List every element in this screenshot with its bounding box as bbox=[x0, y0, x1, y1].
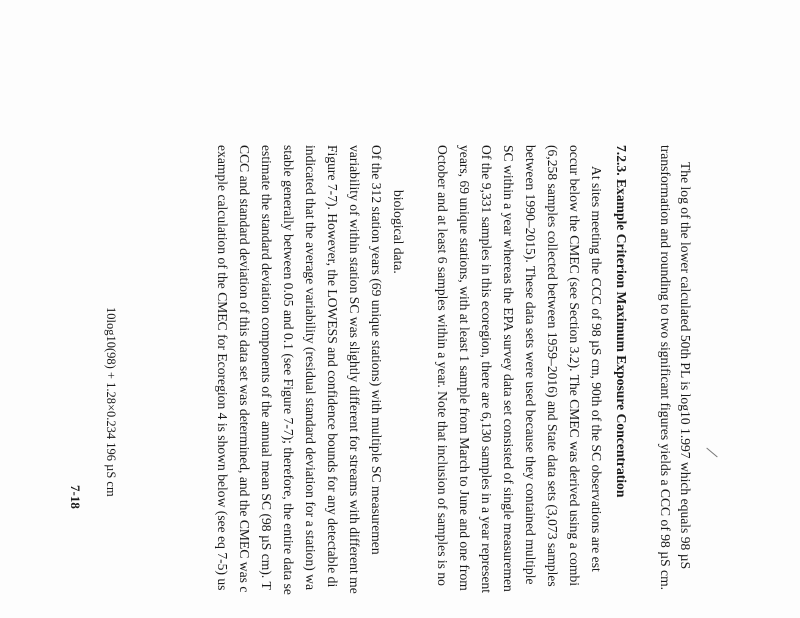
scan-mark bbox=[706, 448, 717, 458]
line-16: stable generally between 0.05 and 0.1 (see Figure 7-7); therefore, the entire data se bbox=[281, 145, 296, 595]
line-5: (6,258 samples collected between 1959–2016) and State data sets (3,073 samples bbox=[545, 145, 560, 587]
line-18: CCC and standard deviation of this data set was determined, and the CMEC was c bbox=[237, 145, 252, 593]
line-13: variability of within station SC was slightly different for streams with different me bbox=[347, 145, 362, 594]
line-3: At sites meeting the CCC of 98 µS cm, 90th of the SC observations are est bbox=[589, 166, 604, 572]
line-9: years, 69 unique stations, with at least 1 sample from March to June and one from bbox=[457, 145, 472, 591]
line-12: Of the 312 station years (69 unique stations) with multiple SC measuremen bbox=[369, 145, 384, 555]
line-14: Figure 7-7). However, the LOWESS and confidence bounds for any detectable di bbox=[325, 145, 340, 588]
line-19: example calculation of the CMEC for Ecoregion 4 is shown below (see eq 7-5) us bbox=[215, 145, 230, 591]
line-7: SC within a year whereas the EPA survey data set consisted of single measuremen bbox=[501, 145, 516, 592]
equation: 10log10(98) + 1.28×0.234 196 µS cm bbox=[104, 307, 118, 497]
line-4: occur below the CMEC (see Section 3.2). The CMEC was derived using a combi bbox=[567, 145, 582, 587]
line-1: The log of the lower calculated 50th PL is log10 1.997 which equals 98 µS bbox=[678, 162, 693, 570]
line-8: Of the 9,331 samples in this ecoregion, there are 6,130 samples in a year represent bbox=[479, 145, 494, 594]
line-10: October and at least 6 samples within a year. Note that inclusion of samples is no bbox=[435, 145, 450, 586]
line-15: indicated that the average variability (residual standard deviation for a station) wa bbox=[303, 145, 318, 591]
line-11: biological data. bbox=[391, 190, 406, 274]
line-2: transformation and rounding to two significant figures yields a CCC of 98 µS cm. bbox=[658, 145, 673, 591]
line-6: between 1990–2015). These data sets were used because they contained multiple bbox=[523, 145, 538, 585]
section-heading: 7.2.3. Example Criterion Maximum Exposure Concentration bbox=[614, 145, 629, 498]
page-number: 7-18 bbox=[68, 485, 83, 509]
line-17: estimate the standard deviation components of the annual mean SC (98 µS cm). T bbox=[259, 145, 274, 590]
